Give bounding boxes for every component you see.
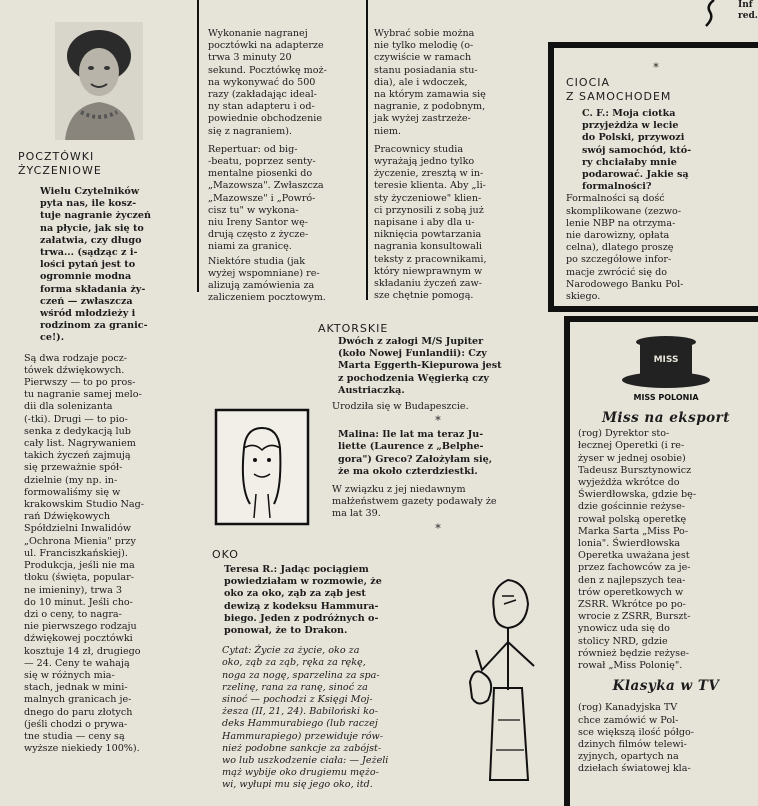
text-line: swój samochód, któ- [582, 144, 692, 156]
answer [566, 193, 746, 303]
text-line: rzelinę, rana za ranę, sinoć za [222, 681, 368, 693]
text-line: teksty z pracownikami, [374, 253, 487, 265]
text-line: życzenie, zresztą w in- [374, 168, 484, 180]
text-line: ul. Franciszkańskiej). [24, 547, 128, 559]
text-line: który niewprawnym w [374, 265, 483, 277]
text-line: gora") Greco? Założyłam się, [338, 453, 493, 465]
question [566, 108, 746, 193]
text-line: ynowicz uda się do [578, 623, 670, 635]
text-line: kosztuje 14 zł, drugiego [24, 645, 141, 657]
article-title: AKTORSKIE [318, 322, 389, 335]
text-line: się z nagraniem). [208, 125, 292, 137]
text-line: wśród młodzieży i [40, 308, 136, 320]
text-line: Tadeusz Bursztynowicz [578, 464, 692, 476]
text-line: dia), ale i wdoczek, [374, 76, 468, 88]
article-body-2 [578, 702, 754, 775]
question-1 [318, 336, 558, 397]
text-line: „Mazowsze" i „Powró- [208, 192, 316, 204]
text-line: Niektóre studia (jak [208, 255, 306, 267]
text-line: stanu posiadania stu- [374, 64, 478, 76]
text-line: zyjnych, opartych na [578, 751, 679, 763]
text-line: powiedziałam w rozmowie, że [224, 576, 382, 588]
text-line: składaniu życzeń zaw- [374, 278, 482, 290]
text-line: ma lat 39. [332, 508, 381, 520]
text-line: liette (Laurence z „Belphe- [338, 441, 484, 453]
text-line: Wykonanie nagranej [208, 28, 308, 39]
text-line: nież podobne sankcje za zabójst- [222, 742, 382, 754]
text-line: razy (zakładając ideal- [208, 89, 317, 101]
text-line: mąż wybije oko drugiemu mężo- [222, 767, 379, 779]
text-line: Repertuar: od big- [208, 143, 298, 155]
text-line: trwa 3 minuty 20 [208, 52, 292, 64]
title-line-1: CIOCIA [566, 76, 611, 89]
article-title [18, 150, 188, 178]
text-line: trwa... (sądząc z i- [40, 247, 138, 259]
text-line: dzi o ceny, to nagra- [24, 608, 122, 620]
text-line: rował polską operetkę [578, 513, 687, 525]
text-line: den z najlepszych tea- [578, 574, 686, 586]
text-line: „Mazowsza". Zwłaszcza [208, 180, 324, 192]
text-line: oko za oko, ząb za ząb jest [224, 588, 366, 600]
article-pocztowki-cont-2 [374, 28, 544, 302]
answer-2 [318, 484, 558, 521]
text-line: biego. Jeden z podróżnych o- [224, 612, 379, 624]
paragraph-1 [374, 28, 544, 138]
text-line: niu Ireny Santor wę- [208, 217, 309, 229]
text-line: teresie klienta. Aby „li- [374, 180, 486, 192]
question-2 [318, 429, 558, 478]
text-line: (jeśli chodzi o prywa- [24, 718, 128, 730]
text-line: oko, ząb za ząb, ręka za rękę, [222, 657, 366, 669]
text-line: że ma około czterdziestki. [338, 465, 478, 477]
text-line: Spółdzielni Inwalidów [24, 523, 132, 535]
text-line: (rog) Dyrektor sto- [578, 428, 670, 440]
text-line: wo lub uszkodzenie ciała: — Jeżeli [222, 755, 389, 767]
text-line: do Polski, przywozi [582, 132, 685, 144]
text-line: ry chciałaby mnie [582, 156, 677, 168]
article-body [18, 353, 188, 756]
text-line: nagranie, z podobnym, [374, 101, 486, 113]
article-title: OKO [212, 548, 239, 561]
text-line: również będzie reżyse- [578, 647, 689, 659]
text-line: niknięcia powtarzania [374, 229, 482, 241]
question [212, 564, 440, 637]
text-line: — 24. Ceny te wahają [24, 657, 130, 669]
column-rule-1 [197, 0, 199, 292]
text-line: jak wyżej zastrzeże- [374, 113, 471, 125]
article-title: Miss na eksport [601, 410, 731, 426]
text-line: Malina: Ile lat ma teraz Ju- [338, 429, 484, 441]
text-line: (koło Nowej Funlandii): Czy [338, 348, 487, 360]
text-line: się przeważnie spół- [24, 462, 123, 474]
text-line: sce większą ilość półgo- [578, 726, 694, 738]
text-line: -beatu, poprzez senty- [208, 156, 316, 168]
text-line: ci przynosili z sobą już [374, 204, 484, 216]
text-line: deks Hammurabiego (lub raczej [222, 718, 378, 730]
logo-text: MISS POLONIA [633, 393, 699, 402]
text-line: formowaliśmy się w [24, 486, 121, 498]
text-line: pocztówki na adapterze [208, 40, 324, 52]
svg-text:MISS: MISS [653, 355, 679, 365]
text-line: Teresa R.: Jadąc pociągiem [224, 564, 369, 575]
article-miss [578, 412, 754, 776]
text-line: krakowskim Studio Nag- [24, 499, 145, 511]
text-line: Operetka uważana jest [578, 550, 690, 562]
text-line: po szczegółowe infor- [566, 254, 672, 266]
figure-illustration [468, 570, 548, 790]
text-line: stach, jednak w mini- [24, 682, 128, 694]
text-line: Austriaczką. [338, 384, 405, 396]
text-line: Dwóch z załogi M/S Jupiter [338, 336, 484, 347]
text-line: czywiście w ramach [374, 52, 472, 64]
text-line: napisane i aby dla u- [374, 217, 475, 229]
text-line: ce!). [40, 332, 65, 344]
portrait-photo [55, 22, 143, 140]
answer-1: Urodziła się w Budapeszcie. [332, 401, 469, 413]
text-line: Produkcja, jeśli nie ma [24, 560, 135, 572]
text-line: nagrania konsultowali [374, 241, 482, 253]
text-line: przyjeżdża w lecie [582, 120, 679, 132]
text-line: celna), dlatego proszę [566, 242, 674, 254]
text-line: podarować. Jakie są [582, 169, 689, 181]
text-line: ponował, że to Drakon. [224, 625, 348, 637]
text-line: nie pierwszego rodzaju [24, 621, 137, 633]
text-line: noga za nogę, sparzelina za spa- [222, 669, 380, 681]
text-line: ogromnie modna [40, 271, 132, 283]
text-line: Świerdłowska, gdzie bę- [578, 489, 697, 501]
text-line: trów operetkowych w [578, 586, 684, 598]
miss-polonia-logo [620, 332, 712, 410]
text-line: chce zamówić w Pol- [578, 714, 679, 726]
text-line: C. F.: Moja ciotka [582, 108, 676, 119]
text-line: Pracownicy studia [374, 143, 464, 155]
text-line: dźwiękowej pocztówki [24, 633, 133, 645]
text-line: nie tylko melodię (o- [374, 40, 474, 52]
article-title [566, 76, 746, 104]
text-line: na wykonywać do 500 [208, 76, 316, 88]
text-line: małżeństwem gazety podawały że [332, 496, 497, 508]
text-line: sekund. Pocztówkę moż- [208, 64, 327, 76]
text-line: sty życzeniowe" klien- [374, 192, 482, 204]
title-line-2: Z SAMOCHODEM [566, 90, 672, 103]
text-line: (-tki). Drugi — to pio- [24, 413, 128, 425]
text-line: tne studia — ceny są [24, 730, 125, 742]
text-line: malnych granicach je- [24, 694, 132, 706]
text-line: z pochodzenia Węgierką czy [338, 372, 490, 384]
text-line: dii dla solenizanta [24, 401, 113, 413]
text-line: pyta nas, ile kosz- [40, 198, 137, 210]
text-line: łecznej Operetki (i re- [578, 440, 685, 452]
text-line: takich życzeń zajmują [24, 450, 131, 462]
article-pocztowki [18, 150, 188, 755]
text-line: żesza (II, 21, 24). Babiloński ko- [222, 706, 378, 718]
text-line: niami za granicę. [208, 241, 292, 253]
text-line: dzinych filmów telewi- [578, 739, 687, 751]
text-line: Marta Eggerth-Kiepurowa jest [338, 360, 502, 372]
text-line: sinoć — pochodzi z Księgi Moj- [222, 694, 373, 706]
title-line-1: POCZTÓWKI [18, 150, 95, 163]
text-line: forma składania ży- [40, 283, 146, 295]
text-line: zaliczeniem pocztowym. [208, 292, 326, 304]
article-ciocia [566, 60, 746, 303]
text-line: żyser w jednej osobie) [578, 452, 686, 464]
article-aktorskie [318, 322, 558, 537]
text-line: tłoku (święta, popular- [24, 572, 134, 584]
text-line: drują często z życze- [208, 229, 309, 241]
text-line: lości pytań jest to [40, 259, 136, 271]
fragment-line-2: red. [738, 11, 758, 21]
text-line: skomplikowane (zezwo- [566, 205, 682, 217]
article-title-2: Klasyka w TV [612, 678, 720, 695]
text-line: mentalne piosenki do [208, 168, 313, 180]
text-line: tuje nagranie życzeń [40, 210, 151, 222]
text-line: do 10 minut. Jeśli cho- [24, 596, 133, 608]
article-lead [18, 186, 188, 345]
text-line: dziełach światowej kla- [578, 763, 691, 775]
text-line: się w różnych mia- [24, 669, 115, 681]
text-line: Narodowego Banku Pol- [566, 278, 684, 290]
top-right-fragment [738, 0, 758, 22]
text-line: wyjeżdża wkrótce do [578, 477, 680, 489]
text-line: ne imieniny), trwa 3 [24, 584, 123, 596]
text-line: powiednie obchodzenie [208, 113, 323, 125]
text-line: Wielu Czytelników [40, 186, 140, 197]
paragraph-1 [208, 28, 360, 138]
text-line: dnego do paru złotych [24, 706, 133, 718]
article-pocztowki-cont [208, 28, 360, 304]
text-line: przez fachowców za je- [578, 562, 691, 574]
text-line: nie darowizny, opłata [566, 230, 670, 242]
text-line: ny stan adapteru i od- [208, 101, 315, 113]
paragraph-3 [208, 256, 360, 305]
text-line: ZSRR. Wkrótce po po- [578, 599, 686, 611]
text-line: na którym zamawia się [374, 89, 486, 101]
text-line: tu nagranie samej melo- [24, 389, 142, 401]
text-line: cały list. Nagrywaniem [24, 438, 136, 450]
text-line: Wybrać sobie można [374, 28, 475, 39]
text-line: skiego. [566, 291, 601, 303]
text-line: lenie NBP na otrzyma- [566, 217, 676, 229]
text-line: wyżej wspomniane) re- [208, 267, 320, 279]
text-line: „Ochrona Mienia" przy [24, 535, 136, 547]
sketch-illustration [214, 408, 310, 526]
text-line: Formalności są dość [566, 193, 665, 205]
text-line: lonia". Świerdłowska [578, 538, 681, 550]
text-line: dewizą z kodeksu Hammura- [224, 600, 379, 612]
text-line: (rog) Kanadyjska TV [578, 702, 678, 714]
text-line: formalności? [582, 181, 652, 193]
text-line: Hammurapiego) przewiduje rów- [222, 730, 383, 742]
article-oko [212, 548, 440, 792]
text-line: cisz tu" w wykona- [208, 204, 299, 216]
text-line: macje zwrócić się do [566, 266, 668, 278]
text-line: Marka Sarta „Miss Po- [578, 525, 689, 537]
text-line: W związku z jej niedawnym [332, 484, 466, 496]
paragraph-2 [374, 144, 544, 303]
text-line: stolicy NRD, gdzie [578, 635, 668, 647]
text-line: Pierwszy — to po pros- [24, 377, 136, 389]
text-line: Cytat: Życie za życie, oko za [222, 645, 360, 657]
text-line: Są dwa rodzaje pocz- [24, 352, 128, 364]
text-line: alizują zamówienia za [208, 280, 315, 292]
text-line: tówek dźwiękowych. [24, 364, 125, 376]
text-line: rodzinom za granic- [40, 320, 148, 332]
text-line: niem. [374, 125, 402, 137]
text-line: wi, wyłupi mu się jego oko, itd. [222, 779, 373, 791]
text-line: wrocie z ZSRR, Burszt- [578, 611, 691, 623]
text-line: senka z dedykacją lub [24, 425, 131, 437]
paragraph-2 [208, 144, 360, 254]
column-rule-2 [366, 0, 368, 300]
text-line: wyższe niekiedy 100%). [24, 743, 140, 755]
text-line: załatwia, czy długo [40, 234, 142, 246]
text-line: sze chętnie pomogą. [374, 290, 474, 302]
text-line: rań Dźwiękowych [24, 511, 111, 523]
text-line: wyrażają jedno tylko [374, 156, 475, 168]
brace-icon [700, 0, 720, 30]
text-line: dzie gościnnie reżyse- [578, 501, 686, 513]
text-line: rował „Miss Polonię". [578, 660, 683, 672]
article-body [578, 428, 754, 672]
star-divider: * [653, 61, 659, 74]
star-divider-2: * [435, 521, 441, 535]
text-line: dzielnie (my np. in- [24, 474, 118, 486]
title-line-2: ŻYCZENIOWE [18, 164, 102, 177]
star-divider: * [435, 414, 441, 428]
fragment-line-1: Inf [738, 0, 753, 10]
text-line: na płycie, jak się to [40, 222, 144, 234]
answer [212, 645, 440, 791]
text-line: czeń — zwłaszcza [40, 295, 133, 307]
